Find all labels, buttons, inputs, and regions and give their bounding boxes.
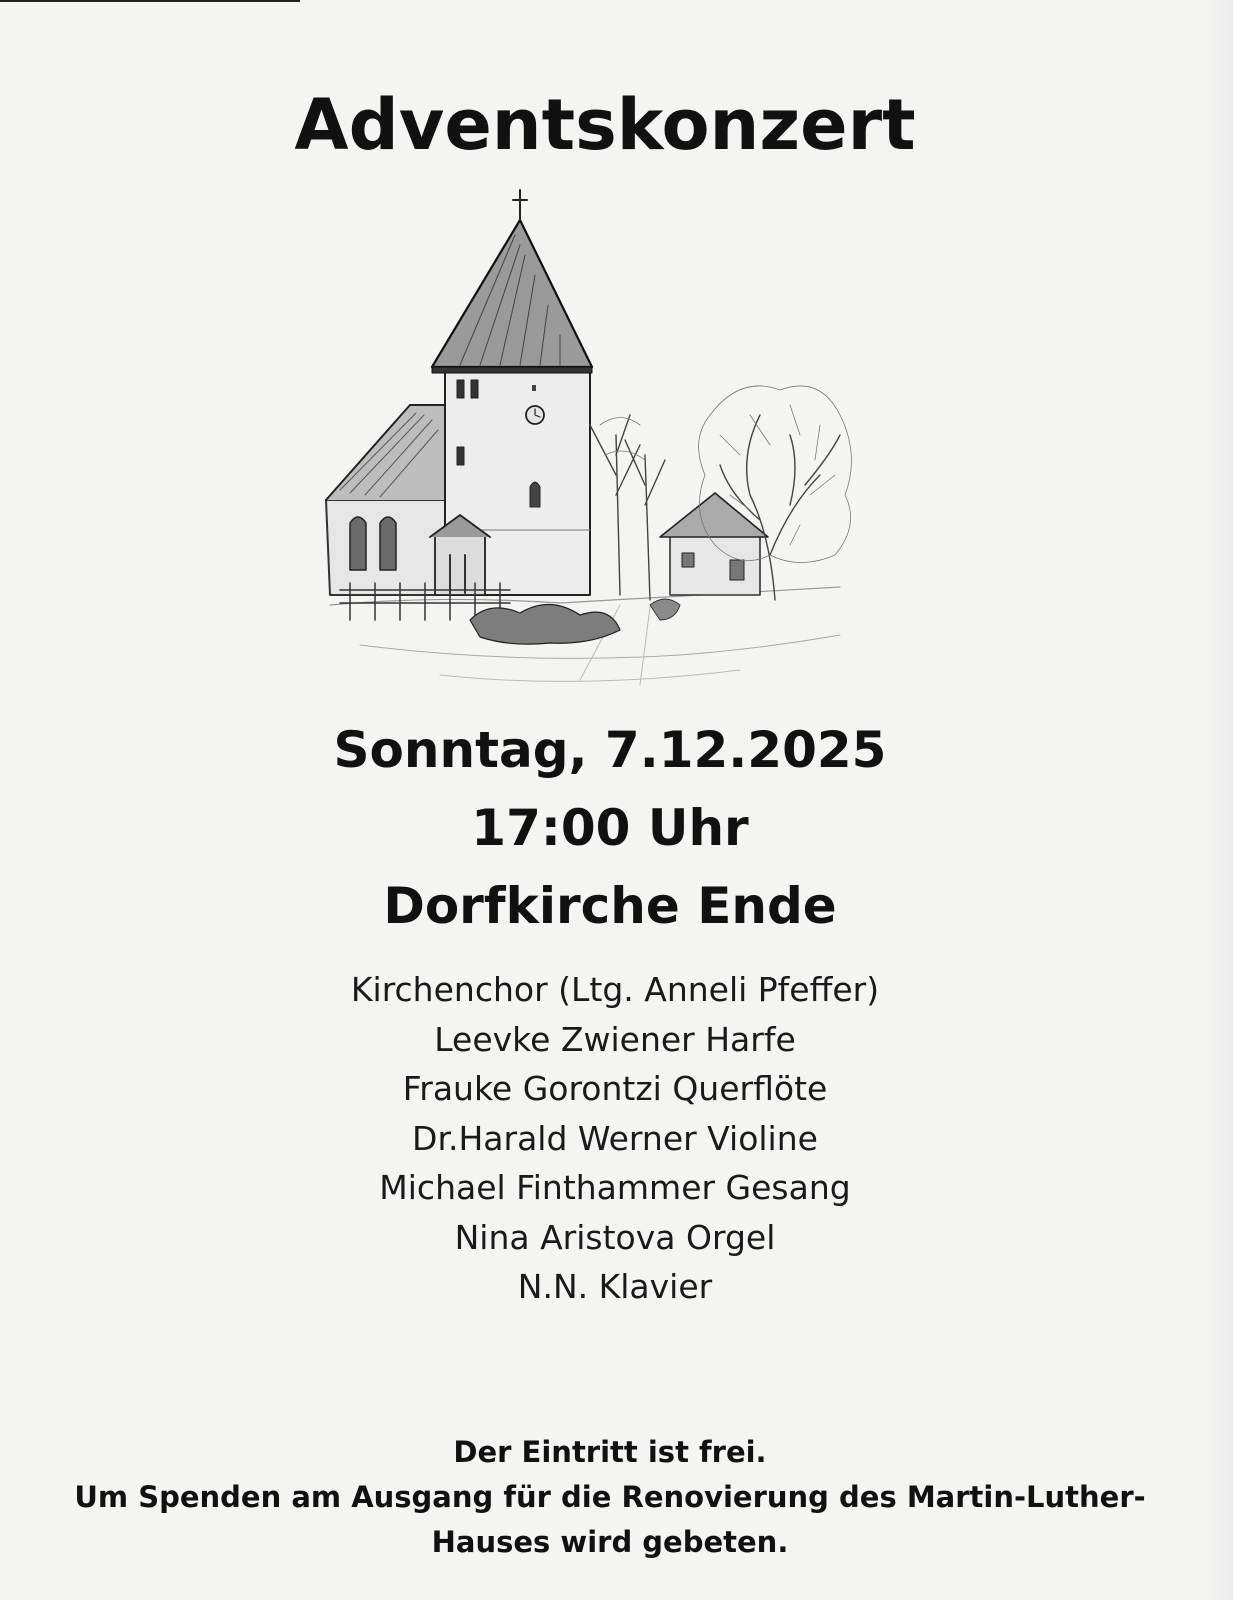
church-drawing: [320, 175, 870, 700]
donation-note-line-2: Hauses wird gebeten.: [431, 1525, 789, 1559]
event-time: 17:00 Uhr: [471, 799, 749, 857]
performer-list: [0, 965, 1230, 1312]
performer-item: Michael Finthammer Gesang: [379, 1168, 851, 1207]
performer-item: Nina Aristova Orgel: [454, 1217, 776, 1257]
performer-item: Frauke Gorontzi Querflöte: [402, 1069, 828, 1108]
donation-note-line-1: Um Spenden am Ausgang für die Renovierung des Martin-Luther-: [74, 1480, 1146, 1514]
performer-item: Kirchenchor (Ltg. Anneli Pfeffer): [350, 970, 880, 1009]
admission-note: Der Eintritt ist frei.: [453, 1435, 767, 1469]
performer-item: Dr.Harald Werner Violine: [412, 1118, 818, 1158]
flyer-title: Adventskonzert: [294, 84, 916, 166]
event-date: Sonntag, 7.12.2025: [333, 721, 887, 779]
event-venue: Dorfkirche Ende: [383, 877, 837, 935]
performer-item: Leevke Zwiener Harfe: [434, 1019, 796, 1059]
performer-item: N.N. Klavier: [517, 1267, 713, 1306]
scan-edge-line: [0, 0, 300, 2]
